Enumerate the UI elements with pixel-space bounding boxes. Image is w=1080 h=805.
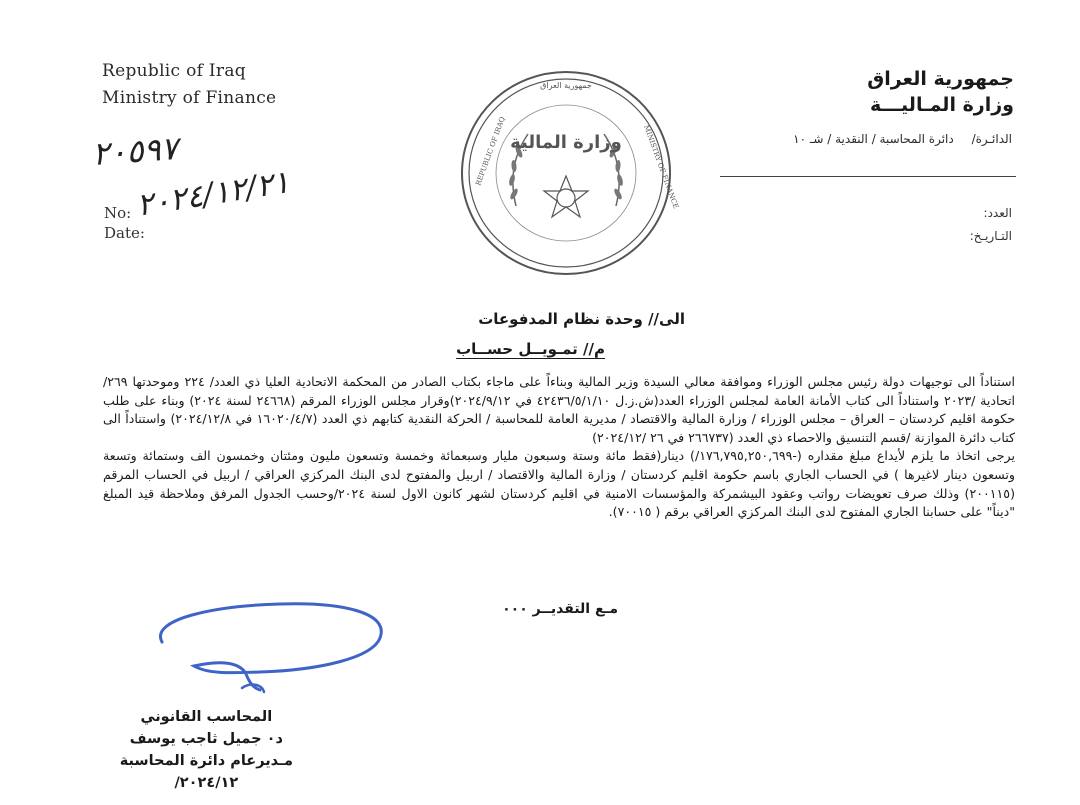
department-label: الدائـرة/	[971, 132, 1012, 146]
arabic-header-country: جمهورية العراق	[867, 68, 1014, 90]
handwritten-date: ٢٠٢٤/١٢/٢١	[134, 164, 292, 224]
handwritten-number: ٢٠٥٩٧	[90, 129, 180, 173]
ministry-seal	[456, 66, 680, 280]
recipient-line: الى// وحدة نظام المدفوعات	[478, 310, 685, 328]
signer-title: المحاسب القانوني	[140, 709, 273, 725]
arabic-header-ministry: وزارة المـاليـــة	[870, 94, 1014, 116]
english-header-ministry: Ministry of Finance	[102, 88, 277, 108]
seal-left-text: REPUBLIC OF IRAQ	[474, 115, 507, 187]
body-paragraph-2: يرجى اتخاذ ما يلزم لأيداع مبلغ مقداره (-١٧٦,٧٩٥,٢٥٠,٦٩٩/) دينار(فقط مائة وستة وسبعون مليار وسبعمائة وخمسة وتسعون مليون ومئتان وخمسون الف وستمائة وتسعة وتسعون دينار لاغيرها ) في الحساب الجاري باسم حكومة اقليم كردستان / وزارة المالية والاقتصاد / اربيل والمفتوح لدى البنك المركزي العراقي / اربيل في الحساب المرقم (٢٠٠١١٥) وذلك صرف تعويضات رواتب وعقود البيشمركة والمؤسسات الامنية في اقليم كردستان لشهر كانون الاول لسنة ٢٠٢٤/وحسب الجدول المرفق وملاحظة قيد المبلغ "ديناً" على حسابنا الجاري المفتوح لدى البنك المركزي العراقي برقم ( ٧٠٠١٥).	[103, 448, 1016, 520]
number-label-ar: العدد:	[983, 206, 1012, 220]
closing-regards: مـع التقديــر ٠٠٠	[502, 601, 618, 617]
number-label-en: No:	[104, 204, 132, 222]
seal-top-text: جمهورية العراق	[540, 81, 592, 90]
body-paragraph-1: استناداً الى توجيهات دولة رئيس مجلس الوزراء وموافقة معالي السيدة وزير المالية وبناءاً على ماجاء بكتاب الصادر من المحكمة الاتحادية العليا ذي العدد/ ٢٢٤ وموحدتها ٢٦٩/ اتحادية /٢٠٢٣ واستناداً الى كتاب الأمانة العامة لمجلس الوزراء العدد(ش.ز.ل ٤٢٤٣٦/٥/١/١٠ في ٢٠٢٤/٩/١٢)وقرار مجلس الوزراء المرقم (٢٤٦٦٨ لسنة ٢٠٢٤) وبناء على طلب حكومة اقليم كردستان – العراق – مجلس الوزراء / وزارة المالية والاقتصاد / مديرية العامة للمحاسبة / الحركة النقدية كتابهم ذي العدد (١٦٠٢٠/٤/٧ في ٢٠٢٤/١٢/٨) واستناداً الى كتاب دائرة الموازنة /قسم التنسيق والاحصاء ذي العدد (٢٦٦٧٣٧ في ٢٦ /٢٠٢٤/١٢)	[103, 374, 1015, 445]
seal-center-text: وزارة المالية	[510, 132, 622, 153]
date-label-ar: التـاريـخ:	[969, 229, 1012, 243]
header-divider	[720, 176, 1016, 177]
date-label-en: Date:	[104, 224, 145, 242]
handwritten-signature	[150, 600, 400, 710]
subject-line: م// تمـويــل حســاب	[456, 340, 605, 358]
letter-body	[103, 373, 1015, 522]
english-header	[102, 58, 276, 112]
department-line	[793, 132, 1012, 146]
department-value: دائرة المحاسبة / النقدية / شـ ١٠	[793, 132, 954, 146]
arabic-header	[867, 66, 1014, 118]
signer-position: مـديرعام دائرة المحاسبة	[119, 753, 293, 769]
signer-block	[120, 706, 293, 794]
signer-date: ٢٠٢٤/١٢/	[174, 775, 239, 791]
seal-right-text: MINISTRY OF FINANCE	[642, 123, 680, 210]
english-header-country: Republic of Iraq	[102, 61, 246, 81]
signer-name: د٠ جميل ثاجب يوسف	[129, 731, 283, 747]
